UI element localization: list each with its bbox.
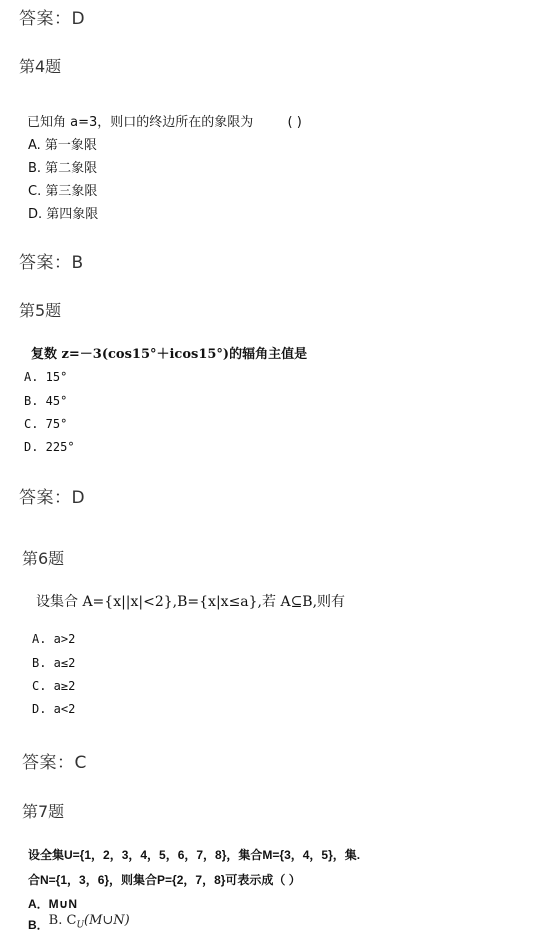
question-6-option-b: B. a≤2	[32, 656, 76, 670]
question-5-option-b: B. 45°	[24, 394, 68, 408]
question-6-option-a: A. a>2	[32, 632, 76, 646]
answer-6: 答案：C	[22, 753, 87, 773]
question-4-paren: ( )	[287, 115, 302, 130]
question-6-heading: 第6题	[22, 549, 65, 568]
question-5-option-d: D. 225°	[24, 440, 75, 454]
question-6-option-c: C. a≥2	[32, 679, 76, 693]
question-6-text: 设集合 A={x||x|<2},B={x|x≤a},若 A⊆B,则有	[36, 594, 346, 610]
question-7-option-b-label: B．	[28, 918, 49, 932]
question-7-option-b-rest: (M∪N)	[84, 913, 130, 928]
question-4-option-b: B. 第二象限	[28, 161, 98, 176]
question-4-heading: 第4题	[19, 57, 62, 76]
question-7-option-b	[28, 911, 130, 930]
question-5-text: 复数 z=－3(cos15°＋icos15°)的辐角主值是	[31, 347, 308, 362]
question-7-option-b-math: B. C	[48, 913, 77, 928]
question-4-option-d: D. 第四象限	[28, 207, 99, 222]
answer-4: 答案：B	[19, 253, 84, 273]
question-7-heading: 第7题	[22, 802, 65, 821]
question-4-option-a: A. 第一象限	[28, 138, 97, 153]
answer-3: 答案：D	[19, 9, 86, 29]
question-4-option-c: C. 第三象限	[28, 184, 98, 199]
answer-5: 答案：D	[19, 488, 86, 508]
question-5-option-a: A. 15°	[24, 370, 68, 384]
question-5-heading: 第5题	[19, 301, 62, 320]
question-6-option-d: D. a<2	[32, 702, 76, 716]
question-4-text	[27, 111, 302, 130]
question-7-line-2: 合N={1，3，6}，则集合P={2，7，8}可表示成（ ）	[28, 873, 301, 887]
question-7-option-b-sub: U	[76, 920, 85, 931]
question-7-option-a: A．M∪N	[28, 897, 78, 911]
question-4-stem: 已知角 a=3，则口的终边所在的象限为	[27, 115, 254, 130]
question-5-option-c: C. 75°	[24, 417, 68, 431]
question-7-line-1: 设全集U={1，2，3，4，5，6，7，8}，集合M={3，4，5}，集.	[28, 848, 361, 862]
